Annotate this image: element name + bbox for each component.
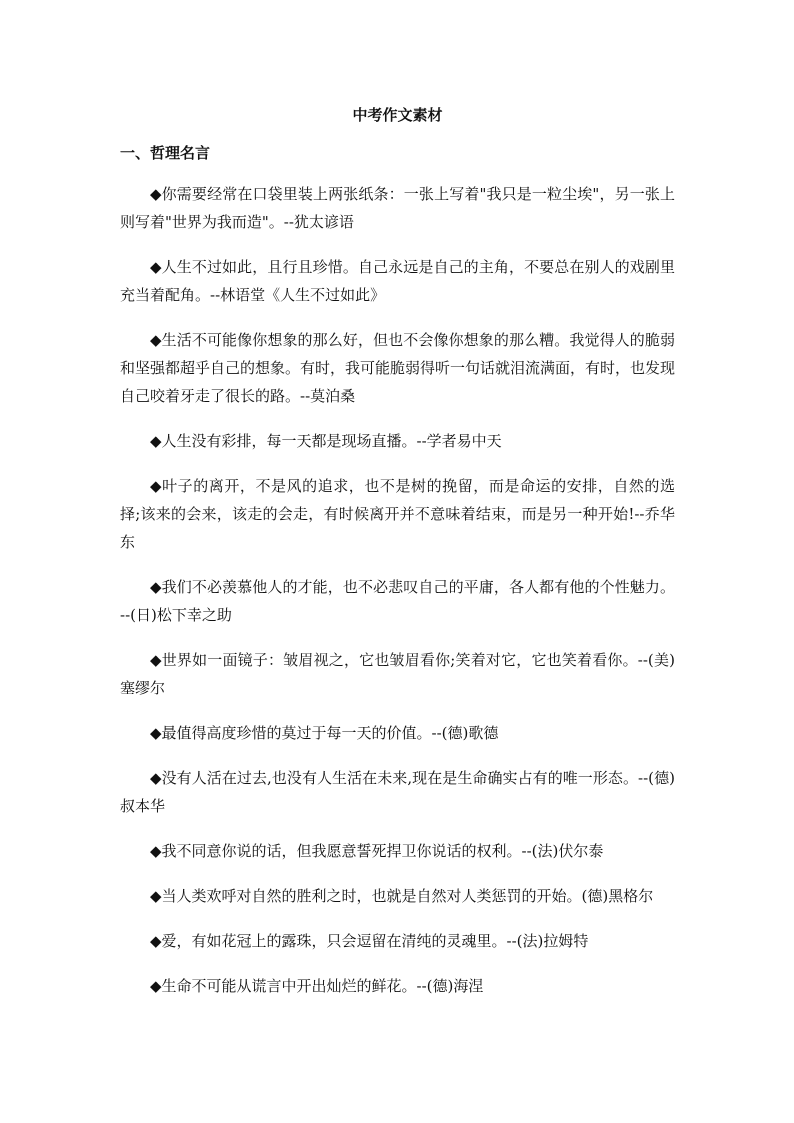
document-page bbox=[120, 100, 675, 1017]
quote-paragraph: ◆世界如一面镜子：皱眉视之，它也皱眉看你;笑着对它，它也笑着看你。--(美)塞缪尔 bbox=[120, 651, 675, 697]
quote-paragraph: ◆爱，有如花冠上的露珠，只会逗留在清纯的灵魂里。--(法)拉姆特 bbox=[150, 932, 589, 950]
quote-paragraph: ◆我们不必羡慕他人的才能，也不必悲叹自己的平庸，各人都有他的个性魅力。--(日)松下幸之助 bbox=[120, 578, 675, 624]
document-title: 中考作文素材 bbox=[352, 106, 443, 124]
quote-paragraph: ◆当人类欢呼对自然的胜利之时，也就是自然对人类惩罚的开始。(德)黑格尔 bbox=[150, 887, 654, 905]
quote-paragraph: ◆叶子的离开，不是风的追求，也不是树的挽留，而是命运的安排，自然的选择;该来的会来，该走的会走，有时候离开并不意味着结束，而是另一种开始!--乔华东 bbox=[120, 477, 675, 551]
quote-paragraph: ◆没有人活在过去,也没有人生活在未来,现在是生命确实占有的唯一形态。--(德)叔本华 bbox=[120, 769, 675, 815]
quote-paragraph: ◆你需要经常在口袋里装上两张纸条：一张上写着"我只是一粒尘埃"，另一张上则写着"世界为我而造"。--犹太谚语 bbox=[120, 185, 675, 231]
section-heading: 一、哲理名言 bbox=[120, 144, 211, 162]
quote-paragraph: ◆人生不过如此，且行且珍惜。自己永远是自己的主角，不要总在别人的戏剧里充当着配角。--林语堂《人生不过如此》 bbox=[120, 258, 675, 304]
quote-paragraph: ◆生命不可能从谎言中开出灿烂的鲜花。--(德)海涅 bbox=[150, 977, 484, 995]
quote-paragraph: ◆我不同意你说的话，但我愿意誓死捍卫你说话的权利。--(法)伏尔泰 bbox=[150, 842, 604, 860]
quote-paragraph: ◆最值得高度珍惜的莫过于每一天的价值。--(德)歌德 bbox=[150, 724, 499, 742]
quote-paragraph: ◆人生没有彩排，每一天都是现场直播。--学者易中天 bbox=[150, 432, 502, 450]
quote-paragraph: ◆生活不可能像你想象的那么好，但也不会像你想象的那么糟。我觉得人的脆弱和坚强都超乎自己的想象。有时，我可能脆弱得听一句话就泪流满面，有时，也发现自己咬着牙走了很长的路。--莫泊桑 bbox=[120, 331, 676, 405]
